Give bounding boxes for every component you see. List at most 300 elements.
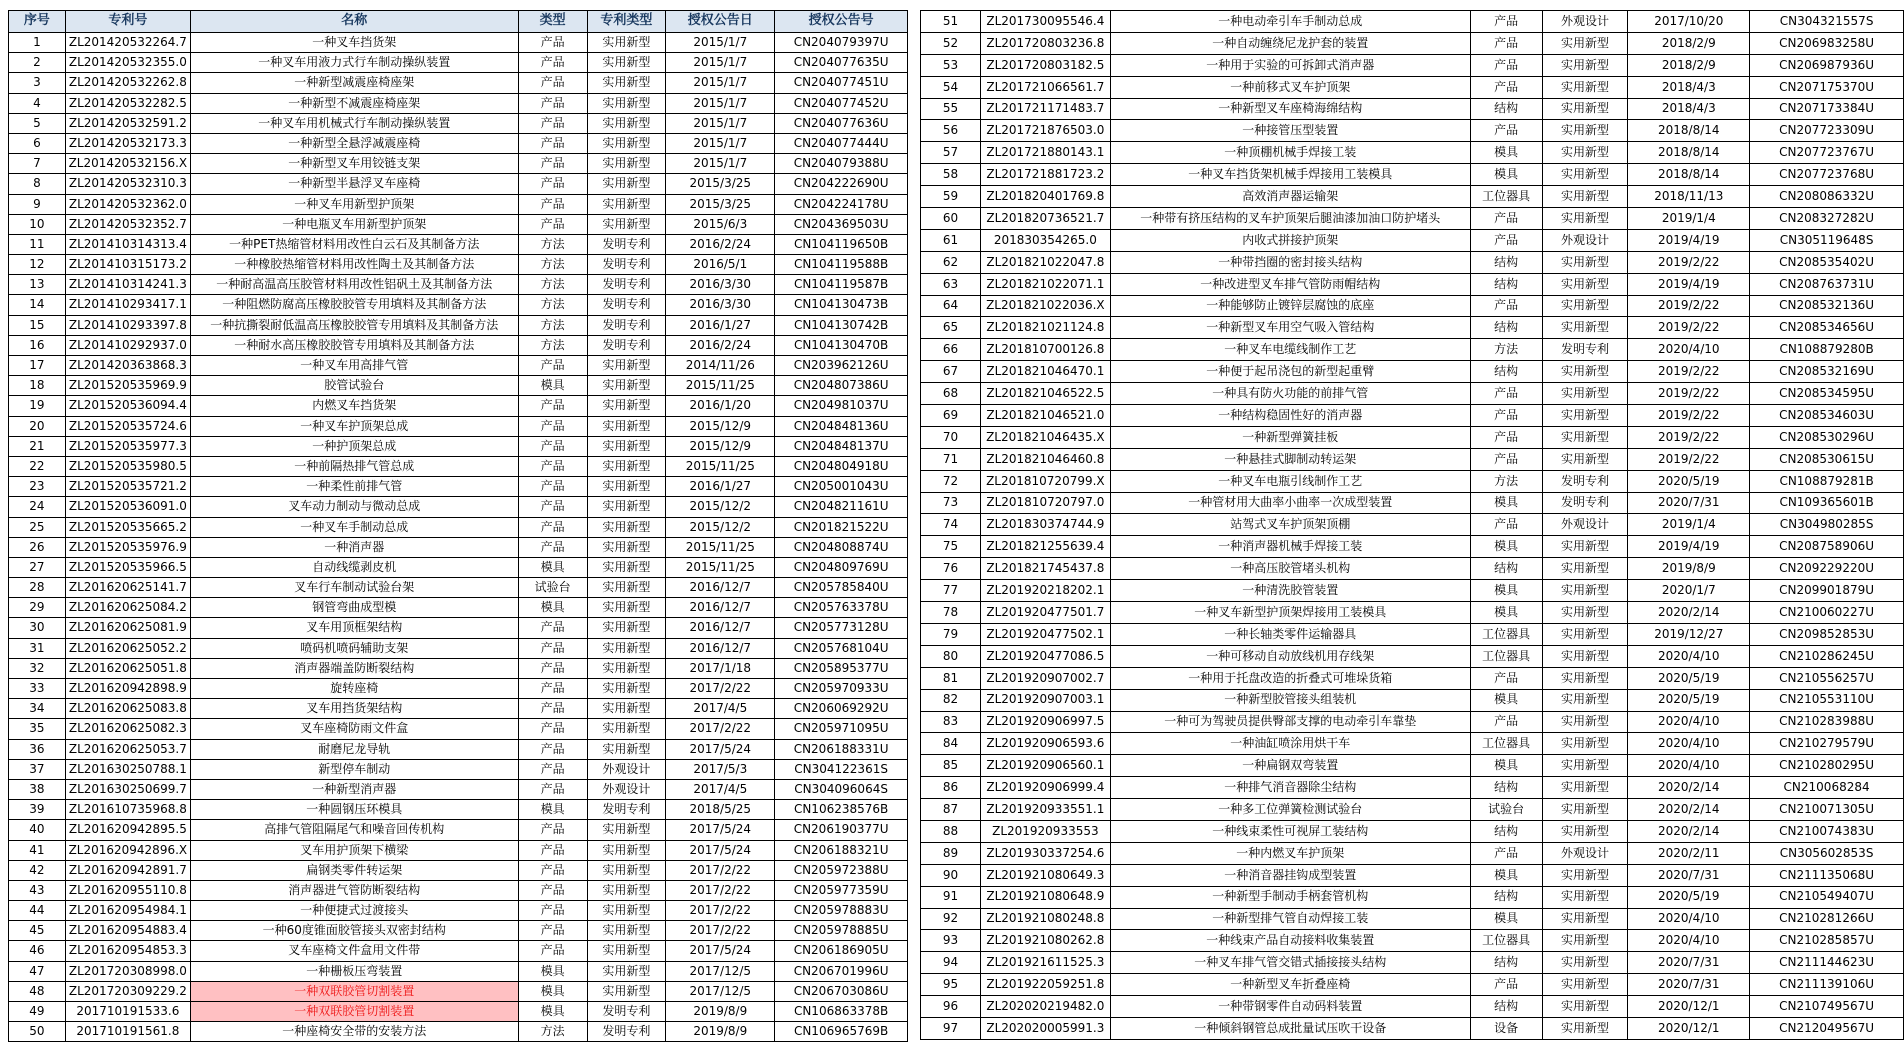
cell-grant-number: CN204222690U [775,174,908,194]
cell-patent-type: 实用新型 [587,699,666,719]
table-row [921,974,1904,996]
table-row [921,11,1904,33]
table-row [921,208,1904,230]
cell-grant-date: 2020/4/10 [1628,755,1750,777]
cell-patent-type: 实用新型 [1542,645,1628,667]
cell-type: 结构 [1470,251,1542,273]
cell-patent-number: ZL201620942891.7 [65,860,190,880]
cell-name: 一种消音器挂钩成型装置 [1110,864,1470,886]
cell-patent-type: 实用新型 [1542,908,1628,930]
cell-grant-number: CN106863378B [775,1002,908,1022]
cell-grant-number: CN206188331U [775,739,908,759]
cell-patent-type: 实用新型 [1542,208,1628,230]
cell-name: 一种消声器机械手焊接工装 [1110,536,1470,558]
cell-grant-number: CN205895377U [775,658,908,678]
cell-name: 一种长轴类零件运输器具 [1110,623,1470,645]
cell-name: 一种叉车排气管交错式插接接头结构 [1110,952,1470,974]
cell-name: 一种新型不减震座椅座架 [190,93,518,113]
cell-index: 83 [921,711,981,733]
cell-grant-date: 2016/3/30 [666,295,775,315]
cell-grant-number: CN204808874U [775,537,908,557]
cell-patent-type: 实用新型 [587,53,666,73]
cell-name: 叉车座椅防雨文件盒 [190,719,518,739]
cell-grant-date: 2020/5/19 [1628,886,1750,908]
cell-grant-number: CN106238576B [775,800,908,820]
cell-type: 模具 [1470,689,1542,711]
cell-grant-number: CN205773128U [775,618,908,638]
cell-patent-number: ZL201410293397.8 [65,315,190,335]
cell-grant-date: 2020/4/10 [1628,711,1750,733]
cell-grant-number: CN210068284 [1750,777,1904,799]
cell-patent-type: 实用新型 [1542,383,1628,405]
cell-patent-type: 实用新型 [1542,98,1628,120]
table-row [9,578,908,598]
cell-grant-number: CN210281266U [1750,908,1904,930]
cell-patent-type: 实用新型 [1542,974,1628,996]
cell-patent-number: 201710191533.6 [65,1002,190,1022]
table-row [9,376,908,396]
cell-grant-number: CN204077444U [775,133,908,153]
cell-name: 一种新型叉车座椅海绵结构 [1110,98,1470,120]
cell-type: 模具 [518,1002,587,1022]
cell-type: 结构 [1470,273,1542,295]
cell-index: 87 [921,799,981,821]
cell-type: 产品 [518,941,587,961]
cell-index: 15 [9,315,66,335]
cell-type: 模具 [518,598,587,618]
cell-index: 68 [921,383,981,405]
table-row [9,598,908,618]
cell-grant-date: 2017/4/5 [666,779,775,799]
cell-name: 一种倾斜钢管总成批量试压吹干设备 [1110,1017,1470,1039]
cell-patent-type: 实用新型 [587,820,666,840]
cell-patent-type: 实用新型 [1542,689,1628,711]
cell-grant-number: CN208535402U [1750,251,1904,273]
cell-patent-number: ZL201420532282.5 [65,93,190,113]
cell-patent-type: 实用新型 [587,901,666,921]
column-header-index: 序号 [9,11,66,33]
cell-patent-type: 外观设计 [1542,842,1628,864]
cell-patent-number: 201710191561.8 [65,1022,190,1042]
cell-grant-number: CN211139106U [1750,974,1904,996]
cell-patent-number: ZL201420532362.0 [65,194,190,214]
cell-index: 96 [921,996,981,1018]
cell-grant-date: 2015/12/9 [666,436,775,456]
cell-type: 产品 [1470,54,1542,76]
cell-type: 结构 [1470,777,1542,799]
cell-grant-date: 2016/1/27 [666,315,775,335]
cell-grant-date: 2020/12/1 [1628,996,1750,1018]
cell-index: 28 [9,578,66,598]
table-row [921,952,1904,974]
cell-name: 叉车动力制动与微动总成 [190,497,518,517]
cell-name: 一种改进型叉车排气管防雨帽结构 [1110,273,1470,295]
cell-grant-number: CN207723309U [1750,120,1904,142]
cell-index: 60 [921,208,981,230]
cell-grant-date: 2019/4/19 [1628,229,1750,251]
cell-grant-date: 2017/2/22 [666,679,775,699]
cell-index: 82 [921,689,981,711]
cell-type: 产品 [1470,405,1542,427]
cell-type: 产品 [1470,32,1542,54]
cell-patent-type: 发明专利 [587,255,666,275]
cell-name: 一种栅板压弯装置 [190,961,518,981]
cell-patent-number: ZL201620942895.5 [65,820,190,840]
cell-patent-type: 实用新型 [1542,76,1628,98]
table-row [9,557,908,577]
cell-name: 一种排气消音器除尘结构 [1110,777,1470,799]
cell-index: 30 [9,618,66,638]
cell-patent-number: ZL201820736521.7 [980,208,1110,230]
cell-patent-type: 发明专利 [587,275,666,295]
cell-grant-date: 2019/2/22 [1628,405,1750,427]
cell-patent-number: ZL201720803236.8 [980,32,1110,54]
cell-name: 一种新型胶管接头组装机 [1110,689,1470,711]
cell-patent-number: 201830354265.0 [980,229,1110,251]
cell-index: 14 [9,295,66,315]
cell-grant-number: CN210556257U [1750,667,1904,689]
cell-grant-date: 2015/1/7 [666,53,775,73]
cell-type: 结构 [1470,558,1542,580]
cell-patent-type: 实用新型 [1542,361,1628,383]
cell-index: 91 [921,886,981,908]
table-row [9,53,908,73]
cell-name: 一种新型半悬浮叉车座椅 [190,174,518,194]
cell-type: 产品 [518,517,587,537]
cell-grant-date: 2020/5/19 [1628,667,1750,689]
cell-patent-type: 实用新型 [587,376,666,396]
cell-patent-type: 实用新型 [587,154,666,174]
cell-patent-number: ZL201810720797.0 [980,492,1110,514]
cell-type: 产品 [518,618,587,638]
cell-patent-type: 实用新型 [1542,820,1628,842]
cell-type: 方法 [1470,339,1542,361]
cell-name: 一种护顶架总成 [190,436,518,456]
cell-patent-type: 实用新型 [1542,755,1628,777]
cell-grant-date: 2018/8/14 [1628,120,1750,142]
cell-index: 58 [921,164,981,186]
right-patent-table [920,10,1904,1040]
cell-type: 产品 [518,436,587,456]
table-row [921,470,1904,492]
cell-grant-number: CN106965769B [775,1022,908,1042]
cell-index: 72 [921,470,981,492]
cell-name: 旋转座椅 [190,679,518,699]
cell-patent-number: ZL201520535724.6 [65,416,190,436]
cell-grant-number: CN205001043U [775,477,908,497]
cell-grant-number: CN208758906U [1750,536,1904,558]
cell-patent-number: ZL201821022036.X [980,295,1110,317]
cell-patent-number: ZL201921080262.8 [980,930,1110,952]
table-row [9,699,908,719]
cell-name: 一种电瓶叉车用新型护顶架 [190,214,518,234]
cell-name: 一种高压胶管堵头机构 [1110,558,1470,580]
cell-grant-date: 2019/1/4 [1628,514,1750,536]
cell-grant-date: 2017/5/24 [666,840,775,860]
cell-name: 一种新型手制动手柄套管机构 [1110,886,1470,908]
cell-patent-number: ZL201821745437.8 [980,558,1110,580]
cell-index: 47 [9,961,66,981]
cell-type: 设备 [1470,1017,1542,1039]
cell-name: 自动线缆剥皮机 [190,557,518,577]
table-row [921,558,1904,580]
cell-patent-number: ZL202020219482.0 [980,996,1110,1018]
table-row [9,537,908,557]
table-row [921,711,1904,733]
cell-index: 74 [921,514,981,536]
cell-name: 一种新型叉车用铰链支架 [190,154,518,174]
cell-type: 产品 [518,396,587,416]
cell-index: 75 [921,536,981,558]
cell-grant-date: 2016/2/24 [666,234,775,254]
cell-type: 工位器具 [1470,645,1542,667]
cell-patent-type: 实用新型 [587,840,666,860]
cell-grant-date: 2018/4/3 [1628,76,1750,98]
cell-index: 77 [921,580,981,602]
cell-type: 产品 [518,356,587,376]
cell-name: 一种可为驾驶员提供臀部支撑的电动牵引车靠垫 [1110,711,1470,733]
cell-type: 结构 [1470,98,1542,120]
cell-grant-date: 2018/5/25 [666,800,775,820]
cell-grant-number: CN104119650B [775,234,908,254]
cell-patent-number: ZL201620954984.1 [65,901,190,921]
cell-patent-number: ZL201920906593.6 [980,733,1110,755]
cell-grant-date: 2015/3/25 [666,194,775,214]
cell-grant-number: CN211144623U [1750,952,1904,974]
cell-index: 88 [921,820,981,842]
cell-type: 产品 [1470,295,1542,317]
cell-name: 站驾式叉车护顶架顶棚 [1110,514,1470,536]
cell-grant-date: 2015/11/25 [666,456,775,476]
cell-name: 叉车座椅文件盒用文件带 [190,941,518,961]
cell-type: 产品 [518,154,587,174]
cell-patent-type: 实用新型 [1542,996,1628,1018]
table-row [9,981,908,1001]
cell-name: 一种橡胶热缩管材料用改性陶土及其制备方法 [190,255,518,275]
cell-name: 一种带钢零件自动码料装置 [1110,996,1470,1018]
cell-grant-number: CN203962126U [775,356,908,376]
cell-patent-number: ZL201920906997.5 [980,711,1110,733]
cell-grant-number: CN205763378U [775,598,908,618]
cell-index: 44 [9,901,66,921]
cell-type: 产品 [518,456,587,476]
table-row [921,405,1904,427]
cell-grant-date: 2017/10/20 [1628,11,1750,33]
cell-grant-number: CN210283988U [1750,711,1904,733]
cell-name: 一种新型减震座椅座架 [190,73,518,93]
cell-grant-date: 2019/1/4 [1628,208,1750,230]
cell-grant-number: CN209901879U [1750,580,1904,602]
cell-patent-type: 实用新型 [1542,733,1628,755]
cell-grant-number: CN108879280B [1750,339,1904,361]
cell-patent-number: ZL201920907002.7 [980,667,1110,689]
cell-name: 一种PET热缩管材料用改性白云石及其制备方法 [190,234,518,254]
cell-patent-number: ZL201720803182.5 [980,54,1110,76]
cell-patent-number: ZL201920218202.1 [980,580,1110,602]
cell-grant-number: CN210749567U [1750,996,1904,1018]
cell-patent-number: ZL201520535976.9 [65,537,190,557]
cell-name: 一种顶棚机械手焊接工装 [1110,142,1470,164]
table-row [921,777,1904,799]
cell-name: 一种油缸喷涂用烘干车 [1110,733,1470,755]
cell-index: 65 [921,317,981,339]
cell-index: 62 [921,251,981,273]
table-row [921,317,1904,339]
cell-patent-number: ZL201620954883.4 [65,921,190,941]
cell-grant-date: 2020/4/10 [1628,339,1750,361]
cell-name: 一种阻燃防腐高压橡胶胶管专用填料及其制备方法 [190,295,518,315]
cell-grant-date: 2020/2/14 [1628,820,1750,842]
cell-name: 一种耐高温高压胶管材料用改性铝矾土及其制备方法 [190,275,518,295]
cell-type: 方法 [1470,470,1542,492]
table-row [921,799,1904,821]
cell-grant-number: CN205972388U [775,860,908,880]
cell-grant-number: CN210074383U [1750,820,1904,842]
cell-index: 95 [921,974,981,996]
cell-patent-number: ZL201721876503.0 [980,120,1110,142]
cell-grant-number: CN206188321U [775,840,908,860]
cell-index: 81 [921,667,981,689]
cell-type: 产品 [518,699,587,719]
cell-patent-type: 发明专利 [1542,470,1628,492]
cell-grant-date: 2015/1/7 [666,133,775,153]
cell-name: 一种60度锥面胶管接头双密封结构 [190,921,518,941]
cell-type: 模具 [1470,755,1542,777]
cell-type: 方法 [518,255,587,275]
table-row [921,32,1904,54]
cell-patent-type: 发明专利 [587,1002,666,1022]
cell-name: 一种叉车手制动总成 [190,517,518,537]
cell-name: 一种结构稳固性好的消声器 [1110,405,1470,427]
cell-name: 一种叉车用机械式行车制动操纵装置 [190,113,518,133]
cell-grant-date: 2020/7/31 [1628,492,1750,514]
table-row [9,396,908,416]
cell-index: 86 [921,777,981,799]
cell-grant-number: CN208530296U [1750,426,1904,448]
cell-index: 4 [9,93,66,113]
cell-index: 57 [921,142,981,164]
cell-index: 63 [921,273,981,295]
cell-name: 一种双联胶管切割装置 [190,1002,518,1022]
cell-grant-date: 2020/2/14 [1628,777,1750,799]
table-row [9,941,908,961]
cell-patent-number: ZL201830374744.9 [980,514,1110,536]
cell-patent-type: 实用新型 [587,658,666,678]
cell-name: 一种接管压型装置 [1110,120,1470,142]
cell-patent-type: 实用新型 [1542,623,1628,645]
cell-grant-number: CN204079397U [775,33,908,53]
cell-name: 一种管材用大曲率小曲率一次成型装置 [1110,492,1470,514]
cell-grant-number: CN206987936U [1750,54,1904,76]
cell-patent-type: 实用新型 [1542,536,1628,558]
column-header-grant-date: 授权公告日 [666,11,775,33]
cell-index: 42 [9,860,66,880]
cell-type: 产品 [518,679,587,699]
cell-grant-date: 2015/12/9 [666,416,775,436]
cell-type: 产品 [1470,711,1542,733]
cell-patent-number: ZL201810700126.8 [980,339,1110,361]
cell-patent-number: ZL201730095546.4 [980,11,1110,33]
table-row [9,921,908,941]
cell-type: 产品 [518,739,587,759]
cell-patent-type: 实用新型 [1542,32,1628,54]
cell-name: 一种便捷式过渡接头 [190,901,518,921]
cell-grant-number: CN206186905U [775,941,908,961]
cell-patent-number: ZL201821022047.8 [980,251,1110,273]
cell-grant-date: 2019/4/19 [1628,536,1750,558]
cell-grant-date: 2016/12/7 [666,578,775,598]
cell-patent-type: 外观设计 [1542,11,1628,33]
cell-grant-number: CN209852853U [1750,623,1904,645]
table-row [9,860,908,880]
cell-patent-number: ZL201520535969.9 [65,376,190,396]
cell-patent-number: ZL201410314241.3 [65,275,190,295]
table-row [921,536,1904,558]
table-row [921,864,1904,886]
cell-index: 85 [921,755,981,777]
cell-grant-number: CN206069292U [775,699,908,719]
table-row [921,733,1904,755]
table-row [921,383,1904,405]
cell-type: 产品 [518,73,587,93]
cell-patent-number: ZL201420532352.7 [65,214,190,234]
cell-patent-type: 实用新型 [587,73,666,93]
cell-grant-date: 2017/5/24 [666,941,775,961]
cell-index: 64 [921,295,981,317]
cell-name: 叉车用挡货架结构 [190,699,518,719]
cell-name: 一种自动缠绕尼龙护套的装置 [1110,32,1470,54]
cell-grant-date: 2017/2/22 [666,921,775,941]
table-row [9,113,908,133]
cell-index: 31 [9,638,66,658]
cell-grant-number: CN208534656U [1750,317,1904,339]
table-row [9,456,908,476]
cell-grant-number: CN204848136U [775,416,908,436]
table-row [9,275,908,295]
cell-grant-date: 2015/1/7 [666,154,775,174]
cell-grant-number: CN304122361S [775,759,908,779]
column-header-patent-type: 专利类型 [587,11,666,33]
cell-type: 产品 [518,537,587,557]
cell-patent-type: 实用新型 [1542,317,1628,339]
table-row [9,194,908,214]
cell-grant-number: CN210060227U [1750,602,1904,624]
cell-name: 一种带挡圈的密封接头结构 [1110,251,1470,273]
table-row [921,645,1904,667]
cell-name: 一种便于起吊浇包的新型起重臂 [1110,361,1470,383]
cell-grant-number: CN205971095U [775,719,908,739]
cell-index: 59 [921,186,981,208]
cell-index: 21 [9,436,66,456]
cell-index: 41 [9,840,66,860]
cell-name: 一种消声器 [190,537,518,557]
cell-type: 产品 [1470,120,1542,142]
cell-grant-number: CN204077635U [775,53,908,73]
cell-type: 工位器具 [1470,930,1542,952]
cell-grant-date: 2017/1/18 [666,658,775,678]
table-row [9,739,908,759]
cell-grant-number: CN205977359U [775,880,908,900]
cell-type: 产品 [1470,842,1542,864]
cell-patent-type: 发明专利 [587,1022,666,1042]
cell-patent-number: ZL201920933553 [980,820,1110,842]
cell-type: 模具 [518,557,587,577]
cell-patent-number: ZL201620625083.8 [65,699,190,719]
cell-index: 92 [921,908,981,930]
cell-patent-type: 实用新型 [1542,711,1628,733]
cell-type: 产品 [1470,229,1542,251]
cell-index: 9 [9,194,66,214]
